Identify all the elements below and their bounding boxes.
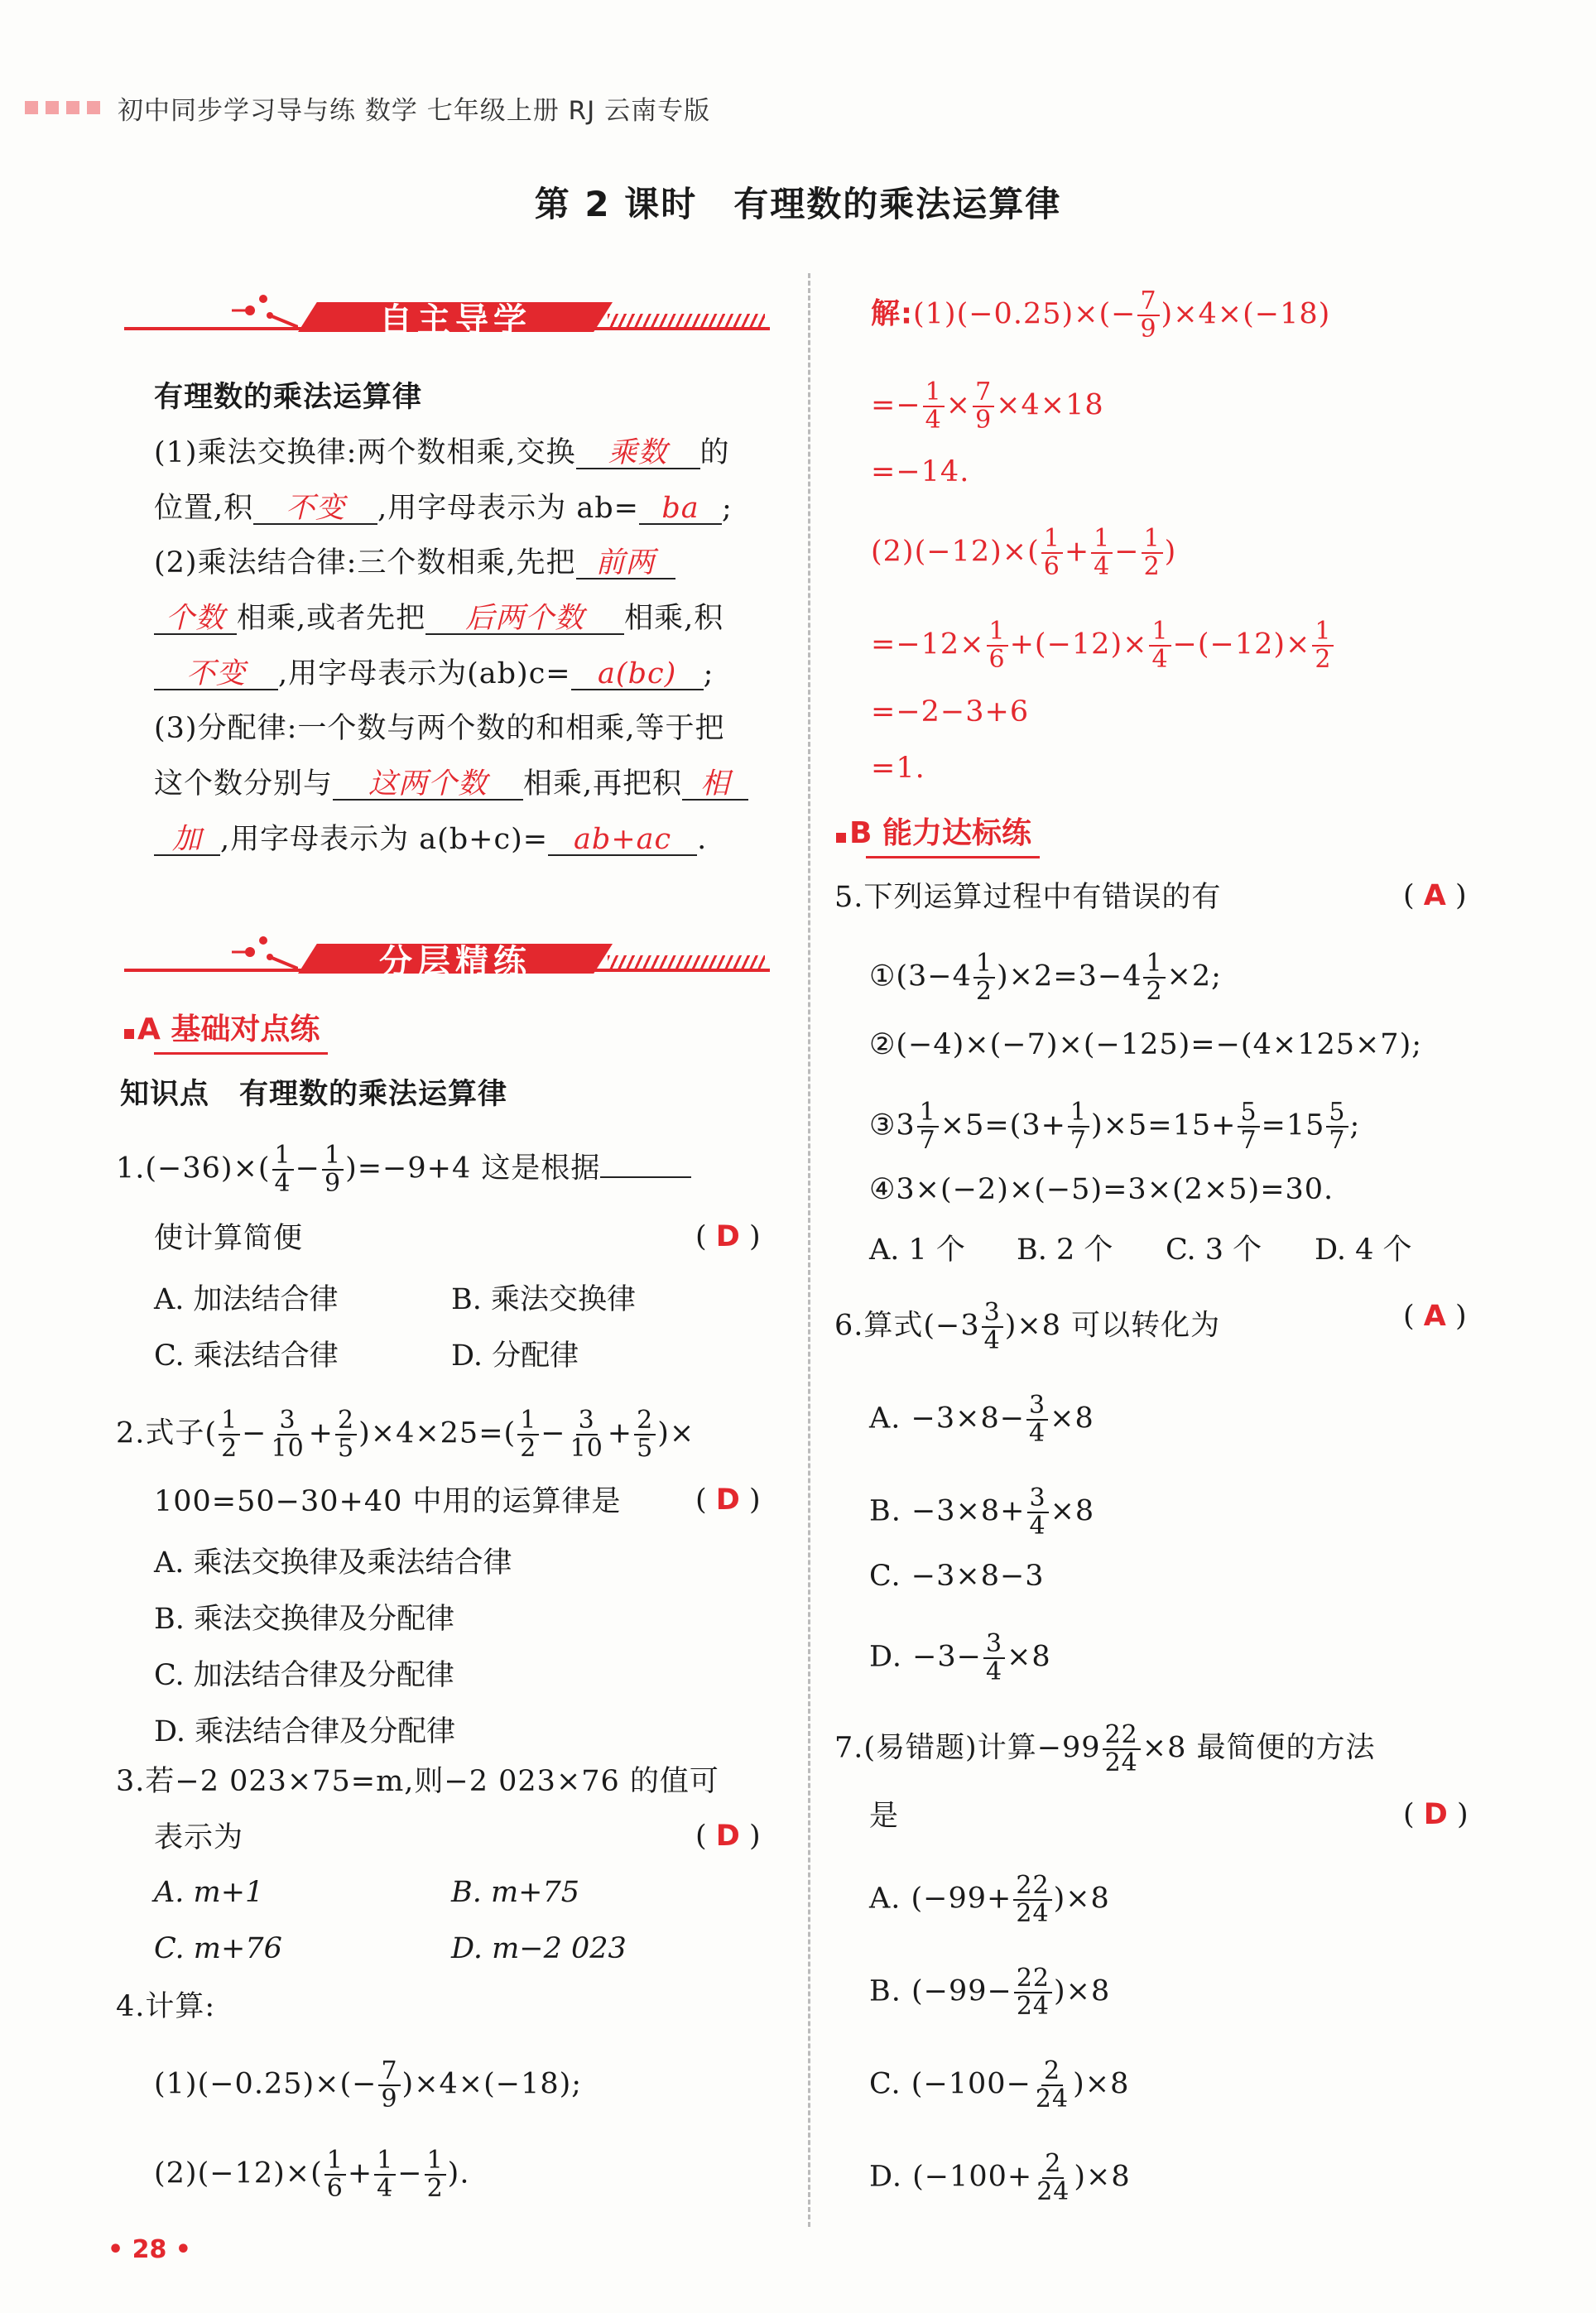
- q6-line1: 6.算式(−3 $\frac{3}{4}$ )×8 可以转化为: [834, 1298, 1221, 1355]
- subsection-b: B 能力达标练: [836, 810, 1031, 852]
- q5-answer: ( A ): [1403, 879, 1467, 912]
- sec1-line2: 位置,积 不变 ,用字母表示为 ab= ba ;: [154, 492, 733, 525]
- q3-choice-b: B. m+75: [451, 1876, 580, 1909]
- knowledge-point: 知识点 有理数的乘法运算律: [120, 1078, 508, 1111]
- q5-item2: ②(−4)×(−7)×(−125)=−(4×125×7);: [869, 1028, 1423, 1061]
- q5-item4: ④3×(−2)×(−5)=3×(2×5)=30.: [869, 1173, 1334, 1206]
- page-number: • 28 •: [108, 2235, 191, 2264]
- q3-line1: 3.若−2 023×75=m,则−2 023×76 的值可: [116, 1765, 719, 1798]
- header-text: 初中同步学习导与练 数学 七年级上册 RJ 云南专版: [118, 95, 711, 126]
- dots-icon: [232, 929, 298, 970]
- q7-choice-c: C. (−100− $\frac{2}{24}$ )×8: [869, 2056, 1130, 2113]
- q3-choice-c: C. m+76: [154, 1932, 282, 1965]
- q6-choice-d: D. −3− $\frac{3}{4}$ ×8: [869, 1629, 1051, 1686]
- q3-line2: 表示为: [154, 1821, 244, 1854]
- q5-line1: 5.下列运算过程中有错误的有: [834, 881, 1222, 914]
- q7-answer: ( D ): [1403, 1798, 1469, 1831]
- sec1-line4: 个数 相乘,或者先把 后两个数 相乘,积: [154, 600, 723, 637]
- q5-choice-a: A. 1 个: [869, 1233, 965, 1267]
- q7-choice-b: B. (−99− $\frac{22}{24}$ )×8: [869, 1964, 1111, 2021]
- solution-line3: =−14.: [871, 455, 970, 488]
- column-divider: [808, 273, 810, 2227]
- q1-line2: 使计算简便: [154, 1222, 304, 1255]
- q6-choice-b: B. −3×8+ $\frac{3}{4}$ ×8: [869, 1483, 1095, 1541]
- q6-choice-c: C. −3×8−3: [869, 1560, 1045, 1593]
- dots-icon: [232, 287, 298, 329]
- sec1-line1: (1)乘法交换律:两个数相乘,交换 乘数 的: [154, 436, 730, 469]
- q5-item3: ③3 $\frac{1}{7}$ ×5=(3+ $\frac{1}{7}$ )×5=15+ $\frac{5}{7}$ =15 $\frac{5}{7}$ ;: [869, 1098, 1361, 1155]
- solution-line4: (2)(−12)×( $\frac{1}{6}$ + $\frac{1}{4}$ − $\frac{1}{2}$ ): [871, 524, 1177, 581]
- q1-answer: ( D ): [695, 1220, 761, 1253]
- q4-title: 4.计算:: [116, 1990, 216, 2023]
- header-square: [46, 101, 59, 114]
- section-banner-layered-practice: [124, 927, 770, 985]
- subsection-a: A 基础对点练: [124, 1006, 320, 1048]
- sec1-line5: 不变 ,用字母表示为(ab)c= a(bc) ;: [154, 656, 714, 692]
- sec1-line6: (3)分配律:一个数与两个数的和相乘,等于把: [154, 712, 725, 745]
- section-banner-self-study: [124, 286, 770, 344]
- banner-title: 自主导学: [379, 301, 531, 339]
- q1-choice-c: C. 乘法结合律: [154, 1339, 339, 1373]
- q5-choice-b: B. 2 个: [1017, 1233, 1113, 1267]
- banner-title: 分层精练: [379, 943, 531, 981]
- q6-answer: ( A ): [1403, 1300, 1467, 1333]
- q4-part2: (2)(−12)×( $\frac{1}{6}$ + $\frac{1}{4}$ − $\frac{1}{2}$ ).: [154, 2146, 470, 2203]
- sec1-heading: 有理数的乘法运算律: [154, 381, 423, 414]
- header-square: [66, 101, 79, 114]
- q2-line2: 100=50−30+40 中用的运算律是: [154, 1485, 622, 1518]
- page-header: [25, 89, 710, 126]
- q7-line1: 7.(易错题)计算−99 $\frac{22}{24}$ ×8 最简便的方法: [834, 1720, 1376, 1777]
- q4-part1: (1)(−0.25)×(− $\frac{7}{9}$ )×4×(−18);: [154, 2056, 583, 2113]
- q2-choice-c: C. 加法结合律及分配律: [154, 1659, 454, 1692]
- q7-choice-d: D. (−100+ $\frac{2}{24}$ )×8: [869, 2149, 1131, 2206]
- solution-line6: =−2−3+6: [871, 695, 1030, 729]
- q7-choice-a: A. (−99+ $\frac{22}{24}$ )×8: [869, 1871, 1110, 1928]
- q1-choice-b: B. 乘法交换律: [451, 1283, 636, 1316]
- q1-choice-a: A. 加法结合律: [154, 1283, 339, 1316]
- sec1-line7: 这个数分别与 这两个数 相乘,再把积 相: [154, 766, 748, 802]
- solution-line2: =− $\frac{1}{4}$ × $\frac{7}{9}$ ×4×18: [871, 377, 1104, 435]
- q2-line1: 2.式子( $\frac{1}{2}$ − $\frac{3}{10}$ + $\frac{2}{5}$ )×4×25=( $\frac{1}{2}$ − $\frac{3}{10}$ + $\frac{2}{5}$ )×: [116, 1406, 695, 1463]
- q3-choice-d: D. m−2 023: [451, 1932, 627, 1965]
- q7-line2: 是: [869, 1800, 900, 1833]
- q3-choice-a: A. m+1: [154, 1876, 264, 1909]
- lesson-title: 第 2 课时 有理数的乘法运算律: [534, 184, 1062, 224]
- q2-choice-a: A. 乘法交换律及乘法结合律: [154, 1546, 512, 1580]
- q2-choice-b: B. 乘法交换律及分配律: [154, 1603, 454, 1636]
- q5-choice-c: C. 3 个: [1166, 1233, 1262, 1267]
- solution-line5: =−12× $\frac{1}{6}$ +(−12)× $\frac{1}{4}$ −(−12)× $\frac{1}{2}$: [871, 618, 1335, 673]
- sec1-line3: (2)乘法结合律:三个数相乘,先把 前两: [154, 545, 675, 581]
- q2-answer: ( D ): [695, 1483, 761, 1517]
- solution-line7: =1.: [871, 752, 925, 785]
- q1-line1: 1.(−36)×( $\frac{1}{4}$ − $\frac{1}{9}$ )=−9+4 这是根据: [116, 1142, 691, 1197]
- solution-line1: 解:(1)(−0.25)×(− $\frac{7}{9}$ )×4×(−18): [871, 286, 1331, 344]
- q1-choice-d: D. 分配律: [451, 1339, 579, 1373]
- header-square: [87, 101, 100, 114]
- q3-answer: ( D ): [695, 1820, 761, 1853]
- q2-choice-d: D. 乘法结合律及分配律: [154, 1715, 456, 1748]
- sec1-line8: 加 ,用字母表示为 a(b+c)= ab+ac .: [154, 821, 707, 858]
- q6-choice-a: A. −3×8− $\frac{3}{4}$ ×8: [869, 1391, 1094, 1448]
- q5-choice-d: D. 4 个: [1315, 1233, 1412, 1267]
- q5-item1: ①(3−4 $\frac{1}{2}$ )×2=3−4 $\frac{1}{2}$ ×2;: [869, 949, 1222, 1006]
- header-square: [25, 101, 38, 114]
